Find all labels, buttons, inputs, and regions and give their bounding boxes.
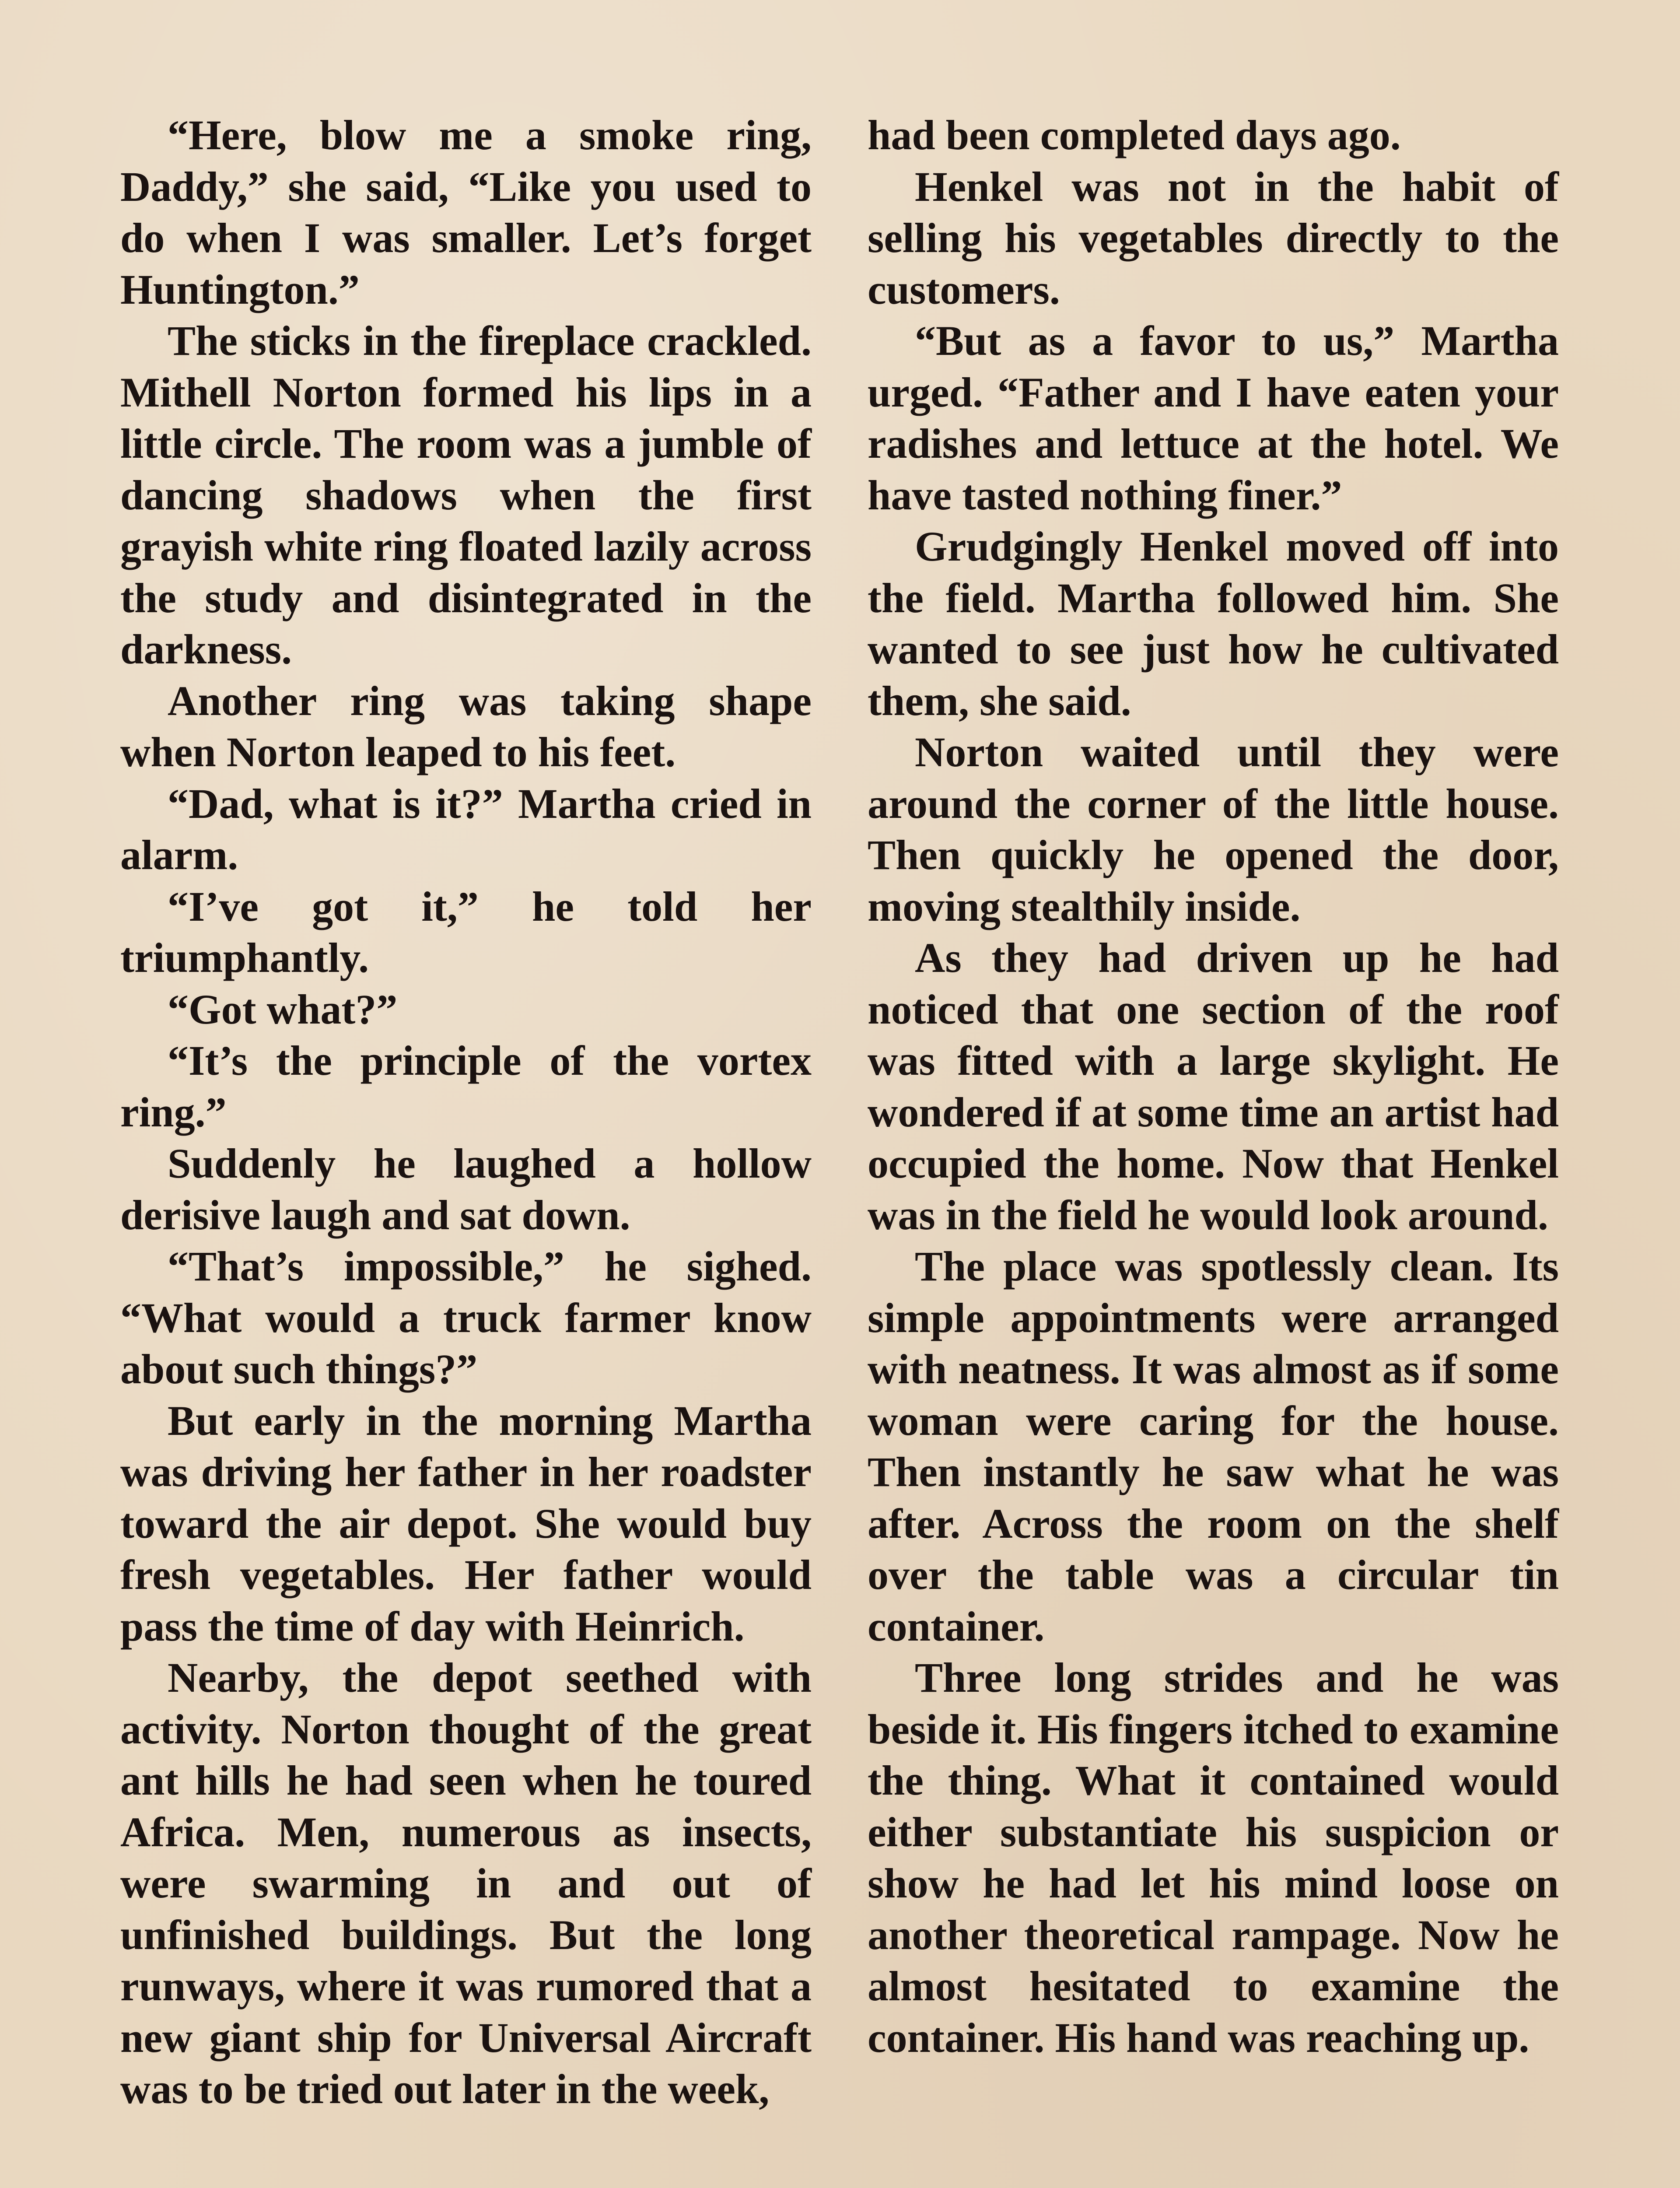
- paragraph: “I’ve got it,” he told her triumphantly.: [120, 883, 812, 981]
- paragraph: Henkel was not in the habit of selling his vegetables directly to the customers.: [868, 163, 1559, 313]
- paragraph: Suddenly he laughed a hollow derisive laugh and sat down.: [120, 1140, 812, 1238]
- paragraph: The place was spotlessly clean. Its simple appointments were arranged with neatness. It was almost as if some woman were caring for the house. Then instantly he saw what he was after. Across the room on the shelf over the table was a circular tin container.: [868, 1243, 1559, 1650]
- left-text-column: [120, 109, 812, 2115]
- paragraph: “It’s the principle of the vortex ring.”: [120, 1037, 812, 1136]
- paragraph: “Here, blow me a smoke ring, Daddy,” she said, “Like you used to do when I was smaller. Let’s forget Huntington.”: [120, 112, 812, 313]
- paragraph: “But as a favor to us,” Martha urged. “Father and I have eaten your radishes and lettuce at the hotel. We have tasted nothing finer.”: [868, 317, 1559, 519]
- paragraph: The sticks in the fireplace crackled. Mithell Norton formed his lips in a little circle. The room was a jumble of dancing shadows when the first grayish white ring floated lazily across the study and disintegrated in the darkness.: [120, 317, 812, 673]
- paragraph: “Got what?”: [168, 985, 398, 1033]
- paragraph: “Dad, what is it?” Martha cried in alarm.: [120, 780, 812, 878]
- paragraph: Three long strides and he was beside it. His fingers itched to examine the thing. What it contained would either substantiate his suspicion or show he had let his mind loose on another theoretical rampage. Now he almost hesitated to examine the container. His hand was reaching up.: [868, 1654, 1559, 2061]
- right-text-column: [868, 109, 1559, 2063]
- paragraph: “That’s impossible,” he sighed. “What would a truck farmer know about such things?”: [120, 1243, 812, 1392]
- paragraph: But early in the morning Martha was driving her father in her roadster toward the air depot. She would buy fresh vegetables. Her father would pass the time of day with Heinrich.: [120, 1397, 812, 1650]
- paragraph: As they had driven up he had noticed that one section of the roof was fitted with a large skylight. He wondered if at some time an artist had occupied the home. Now that Henkel was in the field he would look around.: [868, 934, 1559, 1238]
- paragraph: Another ring was taking shape when Norton leaped to his feet.: [120, 677, 812, 775]
- paragraph: Grudgingly Henkel moved off into the field. Martha followed him. She wanted to see just how he cultivated them, she said.: [868, 523, 1559, 724]
- paragraph: Nearby, the depot seethed with activity. Norton thought of the great ant hills he had seen when he toured Africa. Men, numerous as insects, were swarming in and out of unfinished buildings. But the long runways, where it was rumored that a new giant ship for Universal Aircraft was to be tried out later in the week,: [120, 1654, 812, 2112]
- paragraph-continuation: had been completed days ago.: [868, 112, 1401, 158]
- paragraph: Norton waited until they were around the corner of the little house. Then quickly he opened the door, moving stealthily inside.: [868, 729, 1559, 930]
